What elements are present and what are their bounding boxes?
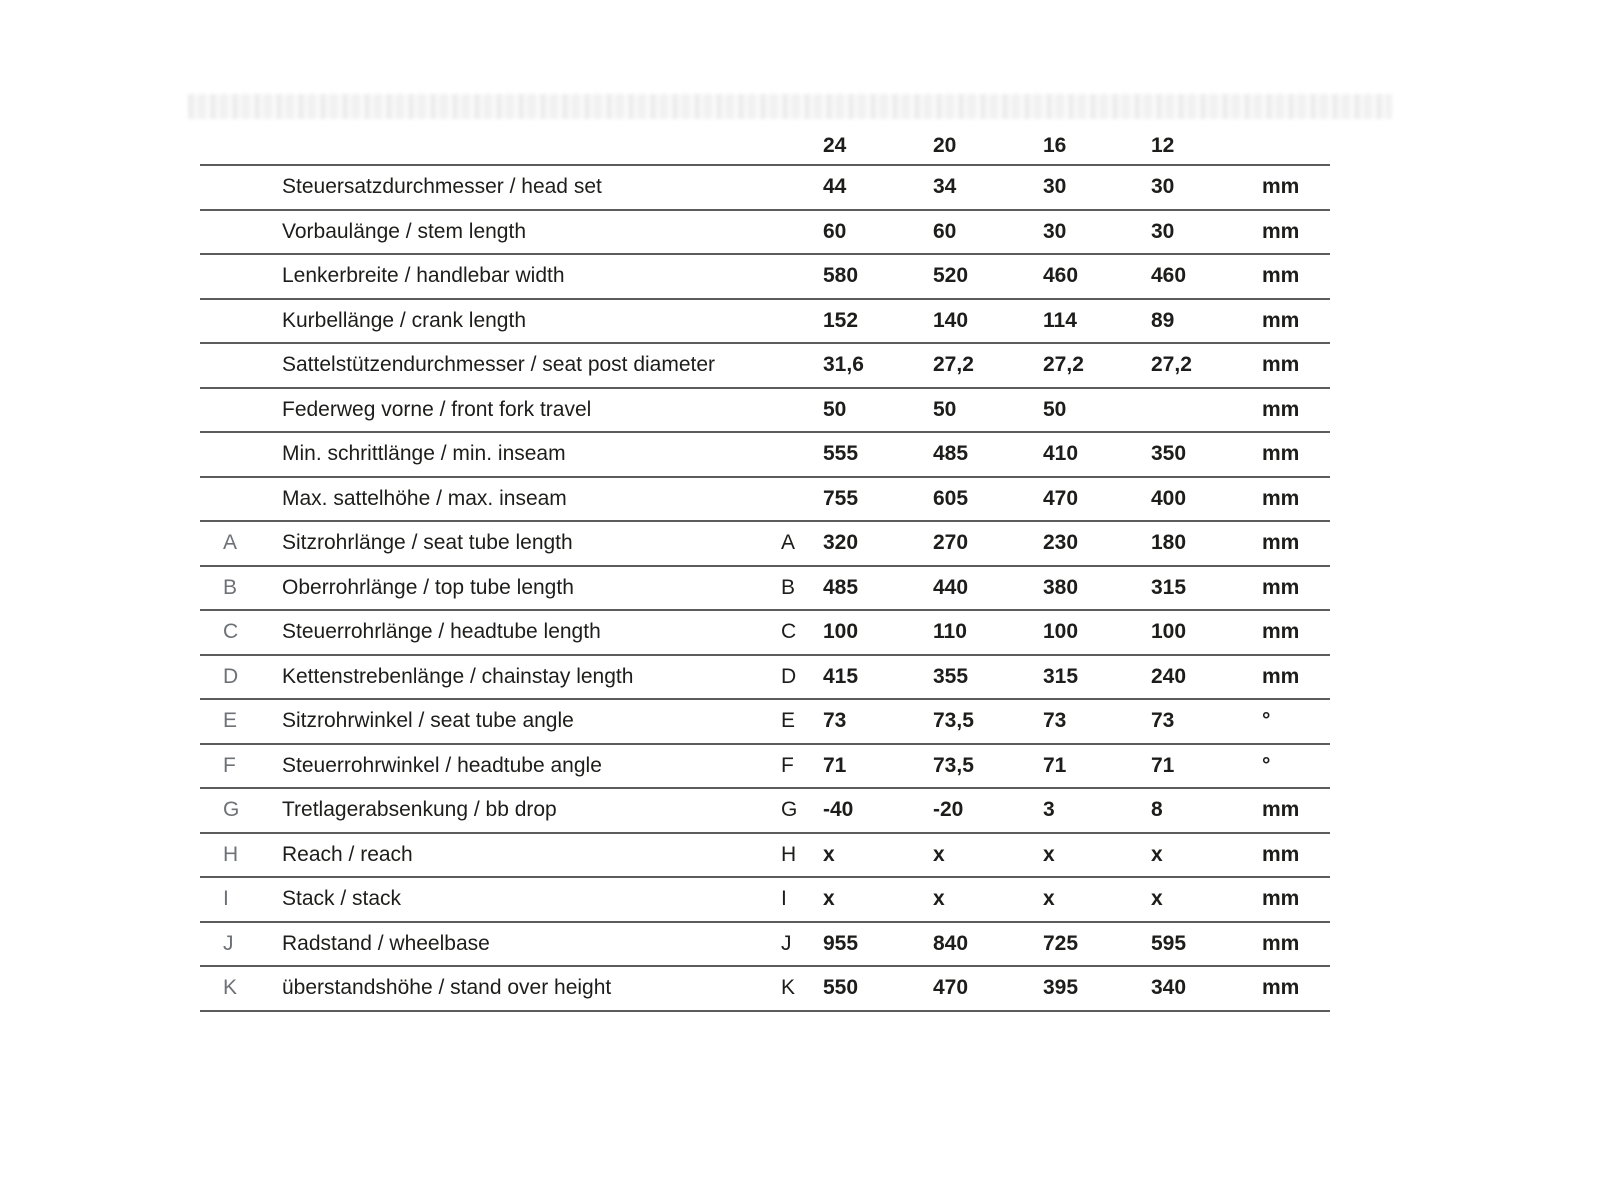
row-label: Sattelstützendurchmesser / seat post diameter [282,353,716,377]
row-unit: mm [1262,976,1300,1000]
table-row [200,300,1330,345]
row-value-16: 30 [1043,175,1067,199]
row-letter-repeat: C [781,620,797,644]
row-letter-repeat: K [781,976,796,1000]
row-letter: K [223,976,238,1000]
row-value-16: 73 [1043,709,1067,733]
row-value-12: 400 [1151,486,1187,510]
row-letter: H [223,842,239,866]
row-label: Federweg vorne / front fork travel [282,397,592,421]
row-label: Sitzrohrlänge / seat tube length [282,531,573,555]
row-value-16: 395 [1043,976,1079,1000]
table-row [200,745,1330,790]
row-value-20: 34 [933,175,957,199]
table-row [200,789,1330,834]
row-value-20: 270 [933,531,969,555]
row-value-20: 27,2 [933,353,974,377]
table-row [200,878,1330,923]
row-unit: mm [1262,575,1300,599]
row-label: überstandshöhe / stand over height [282,976,612,1000]
row-value-20: 840 [933,931,969,955]
row-value-12: 73 [1151,709,1175,733]
row-letter: D [223,664,239,688]
row-letter: J [223,931,234,955]
row-label: Kettenstrebenlänge / chainstay length [282,664,634,688]
row-value-16: x [1043,842,1055,866]
row-value-20: 73,5 [933,709,974,733]
row-value-24: 71 [823,753,847,777]
row-value-20: x [933,842,945,866]
row-value-12: 460 [1151,264,1187,288]
row-value-24: 555 [823,442,859,466]
row-letter-repeat: F [781,753,794,777]
row-value-20: 485 [933,442,969,466]
row-letter: E [223,709,238,733]
row-value-20: 470 [933,976,969,1000]
row-label: Reach / reach [282,842,413,866]
row-unit: mm [1262,931,1300,955]
table-row [200,700,1330,745]
row-letter-repeat: H [781,842,797,866]
row-letter: A [223,531,238,555]
row-unit: mm [1262,842,1300,866]
row-value-24: 50 [823,397,847,421]
row-unit: mm [1262,264,1300,288]
row-value-16: 470 [1043,486,1079,510]
table-row [200,478,1330,523]
row-letter-repeat: A [781,531,796,555]
size-header-24: 24 [823,134,847,157]
row-value-24: x [823,842,835,866]
row-value-20: 355 [933,664,969,688]
row-value-16: 71 [1043,753,1067,777]
row-value-20: 73,5 [933,753,974,777]
table-row [200,567,1330,612]
row-value-24: 100 [823,620,859,644]
row-letter-repeat: I [781,887,787,911]
row-value-20: 440 [933,575,969,599]
row-value-20: 110 [933,620,967,644]
row-value-24: 60 [823,219,847,243]
size-header-12: 12 [1151,134,1175,157]
row-value-12: 89 [1151,308,1175,332]
row-value-20: 50 [933,397,957,421]
row-letter-repeat: B [781,575,796,599]
row-value-24: 31,6 [823,353,864,377]
row-letter: G [223,798,240,822]
row-unit: mm [1262,442,1300,466]
row-value-24: 485 [823,575,859,599]
row-label: Max. sattelhöhe / max. inseam [282,486,567,510]
row-value-24: 320 [823,531,859,555]
table-row [200,433,1330,478]
row-value-16: 100 [1043,620,1079,644]
table-row [200,389,1330,434]
row-value-16: 27,2 [1043,353,1084,377]
row-label: Vorbaulänge / stem length [282,219,527,243]
row-value-20: 140 [933,308,969,332]
row-value-24: 73 [823,709,847,733]
row-value-16: 50 [1043,397,1067,421]
row-unit: mm [1262,620,1300,644]
row-letter-repeat: E [781,709,796,733]
row-value-12: 100 [1151,620,1187,644]
row-unit: mm [1262,531,1300,555]
row-label: Steuersatzdurchmesser / head set [282,175,602,199]
row-letter: I [223,887,229,911]
row-letter-repeat: G [781,798,798,822]
row-unit: ° [1262,709,1271,733]
row-value-12: x [1151,887,1163,911]
table-row [200,522,1330,567]
row-value-24: x [823,887,835,911]
row-value-12: 240 [1151,664,1187,688]
row-label: Tretlagerabsenkung / bb drop [282,798,557,822]
table-row [200,834,1330,879]
row-value-20: 520 [933,264,969,288]
row-value-12: 340 [1151,976,1187,1000]
row-value-12: 180 [1151,531,1187,555]
table-row [200,656,1330,701]
row-value-12: 315 [1151,575,1187,599]
row-unit: mm [1262,887,1300,911]
table-body [200,166,1330,1012]
row-value-16: 410 [1043,442,1079,466]
row-letter-repeat: D [781,664,797,688]
row-value-12: 350 [1151,442,1187,466]
geometry-spec-table [200,128,1330,1012]
row-label: Stack / stack [282,887,402,911]
row-label: Oberrohrlänge / top tube length [282,575,574,599]
row-value-24: 550 [823,976,859,1000]
row-value-24: 44 [823,175,847,199]
table-row [200,344,1330,389]
row-value-16: 230 [1043,531,1079,555]
row-unit: mm [1262,175,1300,199]
row-value-12: 8 [1151,798,1163,822]
row-value-16: 315 [1043,664,1079,688]
row-value-24: 955 [823,931,859,955]
row-letter-repeat: J [781,931,792,955]
row-value-20: x [933,887,945,911]
row-value-12: 27,2 [1151,353,1192,377]
row-label: Radstand / wheelbase [282,931,490,955]
row-value-24: 415 [823,664,859,688]
row-letter: F [223,753,236,777]
table-row [200,211,1330,256]
row-value-12: 30 [1151,219,1175,243]
row-value-16: 30 [1043,219,1067,243]
row-value-20: 60 [933,219,957,243]
row-unit: mm [1262,353,1300,377]
row-value-16: 114 [1043,308,1077,332]
row-letter: C [223,620,239,644]
size-header-20: 20 [933,134,957,157]
row-value-16: x [1043,887,1055,911]
row-value-16: 380 [1043,575,1079,599]
row-value-12: 71 [1151,753,1175,777]
table-row [200,255,1330,300]
row-unit: ° [1262,753,1271,777]
row-letter: B [223,575,238,599]
row-label: Sitzrohrwinkel / seat tube angle [282,709,574,733]
row-label: Steuerrohrlänge / headtube length [282,620,601,644]
row-value-24: 152 [823,308,859,332]
row-label: Kurbellänge / crank length [282,308,526,332]
row-label: Lenkerbreite / handlebar width [282,264,565,288]
row-value-12: 30 [1151,175,1175,199]
row-unit: mm [1262,308,1300,332]
table-row [200,166,1330,211]
row-value-12: x [1151,842,1163,866]
row-value-16: 3 [1043,798,1055,822]
table-row [200,967,1330,1012]
row-unit: mm [1262,219,1300,243]
row-unit: mm [1262,798,1300,822]
row-unit: mm [1262,397,1300,421]
row-value-16: 725 [1043,931,1079,955]
row-value-24: 580 [823,264,859,288]
table-row [200,923,1330,968]
row-value-20: -20 [933,798,964,822]
row-label: Min. schrittlänge / min. inseam [282,442,566,466]
row-value-24: 755 [823,486,859,510]
row-label: Steuerrohrwinkel / headtube angle [282,753,602,777]
blurred-title-band [188,94,1392,119]
size-header-16: 16 [1043,134,1067,157]
row-value-24: -40 [823,798,854,822]
table-row [200,611,1330,656]
row-value-20: 605 [933,486,969,510]
row-unit: mm [1262,486,1300,510]
row-value-16: 460 [1043,264,1079,288]
size-header-row [200,128,1330,166]
row-unit: mm [1262,664,1300,688]
row-value-12: 595 [1151,931,1187,955]
